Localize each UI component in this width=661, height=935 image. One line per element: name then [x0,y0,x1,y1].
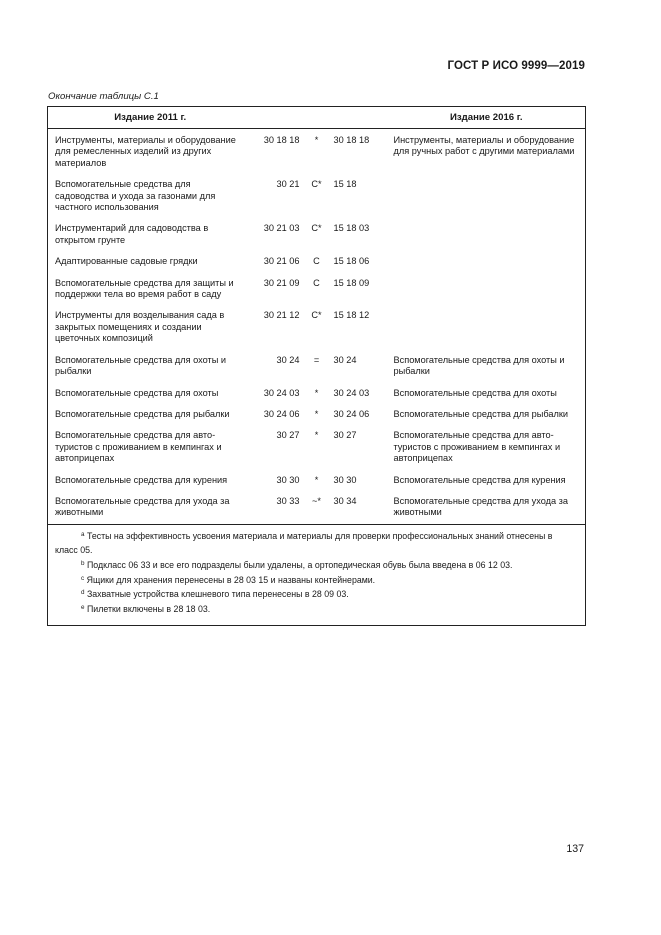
change-mark: C* [311,179,322,190]
change-mark: * [314,408,319,419]
new-edition-code: 30 24 03 [333,387,370,398]
new-edition-code: 30 24 [333,354,357,365]
change-mark: * [314,135,319,145]
new-edition-code: 15 18 09 [333,277,370,288]
footnote-text: Пилетки включены в 28 18 03. [86,603,211,614]
table-footnote [55,587,575,602]
old-edition-code: 30 27 [276,430,300,441]
change-mark: * [314,474,319,485]
table-row [48,218,586,251]
old-edition-name: Вспомогательные средства для защиты и поддержки тела во время работ в саду [48,273,253,306]
old-edition-name: Вспомогательные средства для курения [48,470,253,491]
old-edition-name: Вспомогательные средства для рыбалки [48,404,253,425]
new-edition-name: Вспомогательные средства для рыбалки [388,404,586,425]
table-body [48,129,586,626]
table-row [48,491,586,524]
old-edition-code: 30 21 03 [263,223,300,234]
table-row [48,129,586,175]
new-edition-code: 15 18 06 [333,256,370,267]
change-mark: C [313,277,320,288]
header-spacer [253,107,302,129]
new-edition-name: Вспомогательные средства для автотуристов с проживанием в кемпингах и автоприцепах [388,425,586,469]
old-edition-name: Вспомогательные средства для охоты [48,383,253,404]
header-spacer [302,107,332,129]
table-notes-row [48,524,586,626]
old-edition-name: Адаптированные садовые грядки [48,251,253,272]
footnote-text: Ящики для хранения перенесены в 28 03 15 и названы контейнерами. [86,574,376,585]
change-mark: C* [311,310,322,321]
new-edition-name: Вспомогательные средства для охоты и рыбалки [388,350,586,383]
table-footnote [55,602,575,617]
table-row [48,350,586,383]
header-edition-2011: Издание 2011 г. [48,107,253,129]
new-edition-name [388,218,586,251]
table-footnote [55,558,575,573]
page-number: 137 [566,843,584,855]
new-edition-name [388,305,586,349]
table-row [48,383,586,404]
new-edition-name [388,174,586,218]
header-spacer [332,107,388,129]
footnote-marker: a [81,530,85,538]
table-footnote [55,573,575,588]
document-standard-header: ГОСТ Р ИСО 9999—2019 [447,60,585,72]
new-edition-code: 30 24 06 [333,408,370,419]
table-row [48,305,586,349]
footnote-text: Захватные устройства клешневого типа перенесены в 28 09 03. [86,589,349,600]
comparison-table [47,106,586,626]
old-edition-code: 30 33 [276,495,300,506]
change-mark: * [314,430,319,441]
new-edition-code: 30 18 18 [333,135,370,145]
old-edition-code: 30 24 06 [263,408,300,419]
table-row [48,404,586,425]
new-edition-name [388,273,586,306]
header-edition-2016: Издание 2016 г. [388,107,586,129]
new-edition-code: 15 18 [333,179,357,190]
old-edition-code: 30 21 12 [263,310,300,321]
old-edition-code: 30 18 18 [263,135,300,145]
new-edition-name: Вспомогательные средства для ухода за животными [388,491,586,524]
old-edition-code: 30 30 [276,474,300,485]
new-edition-name: Вспомогательные средства для курения [388,470,586,491]
footnote-text: Тесты на эффективность усвоения материала и материалы для проверки профессиональных знаний отнесены в класс 05. [55,530,553,556]
table-row [48,251,586,272]
change-mark: C* [311,223,322,234]
old-edition-name: Вспомогательные средства для садоводства и ухода за газонами для частного использования [48,174,253,218]
table-header-row [48,107,586,129]
footnote-marker: d [81,589,85,597]
change-mark: ~* [312,495,321,506]
change-mark: C [313,256,320,267]
old-edition-name: Инструменты для возделывания сада в закрытых помещениях и создании цветочных композиций [48,305,253,349]
new-edition-name [388,251,586,272]
table-row [48,273,586,306]
table-row [48,470,586,491]
old-edition-name: Инструменты, материалы и оборудование для ремесленных изделий из других материалов [48,129,253,175]
old-edition-code: 30 21 [276,179,300,190]
new-edition-code: 30 30 [333,474,357,485]
old-edition-name: Вспомогательные средства для охоты и рыбалки [48,350,253,383]
table-footnote [55,529,575,558]
new-edition-name: Инструменты, материалы и оборудование для ручных работ с другими материалами [388,129,586,175]
change-mark: = [313,354,320,365]
new-edition-code: 30 34 [333,495,357,506]
table-row [48,425,586,469]
footnote-text: Подкласс 06 33 и все его подразделы были удалены, а ортопедическая обувь была введена в 06 12 03. [86,559,513,570]
old-edition-code: 30 24 03 [263,387,300,398]
footnote-marker: b [81,559,85,567]
new-edition-code: 15 18 12 [333,310,370,321]
old-edition-code: 30 21 09 [263,277,300,288]
old-edition-code: 30 21 06 [263,256,300,267]
table-caption: Окончание таблицы С.1 [48,91,159,102]
footnote-marker: c [81,574,85,582]
table-notes [48,524,586,626]
new-edition-name: Вспомогательные средства для охоты [388,383,586,404]
new-edition-code: 30 27 [333,430,357,441]
old-edition-code: 30 24 [276,354,300,365]
old-edition-name: Вспомогательные средства для автотуристов с проживанием в кемпингах и автоприцепах [48,425,253,469]
footnote-marker: e [81,603,85,611]
change-mark: * [314,387,319,398]
table-row [48,174,586,218]
new-edition-code: 15 18 03 [333,223,370,234]
old-edition-name: Вспомогательные средства для ухода за животными [48,491,253,524]
old-edition-name: Инструментарий для садоводства в открытом грунте [48,218,253,251]
